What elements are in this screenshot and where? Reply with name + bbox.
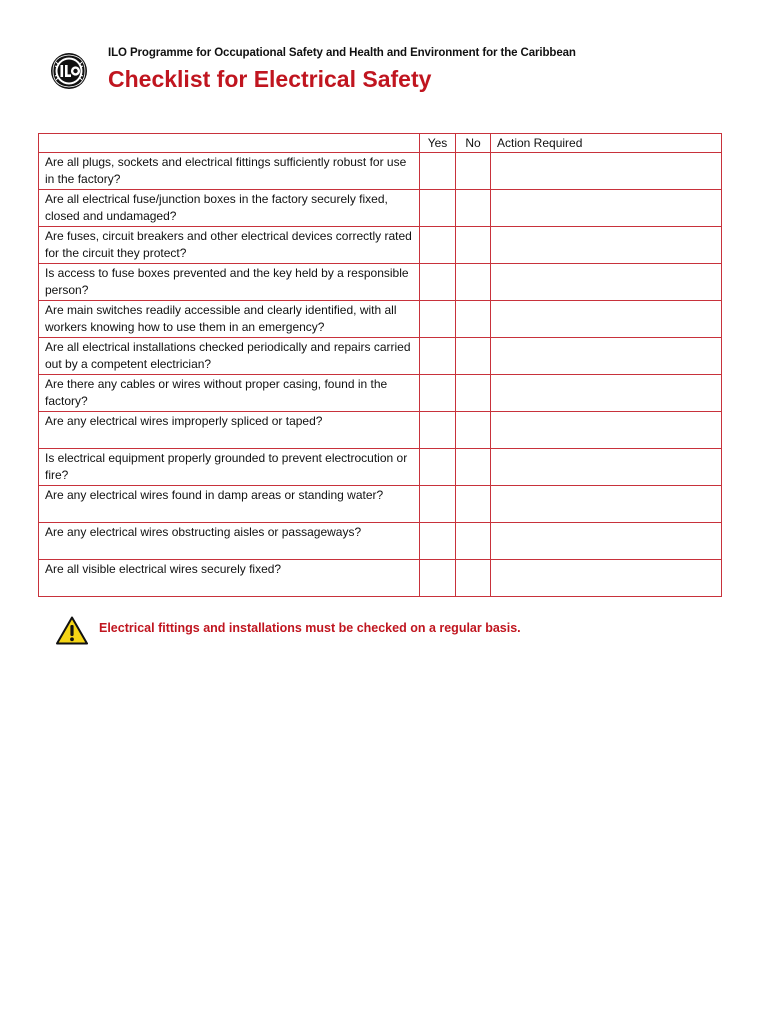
table-row: [39, 449, 722, 486]
action-required-cell[interactable]: [491, 375, 722, 412]
action-required-cell[interactable]: [491, 523, 722, 560]
action-required-cell[interactable]: [491, 338, 722, 375]
no-cell[interactable]: [456, 153, 491, 190]
no-cell[interactable]: [456, 264, 491, 301]
table-header-row: [39, 134, 722, 153]
safety-note: [56, 616, 756, 646]
no-cell[interactable]: [456, 449, 491, 486]
question-cell: Are any electrical wires obstructing aisles or passageways?: [39, 523, 420, 560]
action-required-cell[interactable]: [491, 449, 722, 486]
no-cell[interactable]: [456, 486, 491, 523]
checklist-table: [38, 133, 722, 597]
action-required-cell[interactable]: [491, 264, 722, 301]
question-cell: Are all visible electrical wires securely fixed?: [39, 560, 420, 597]
page-title: Checklist for Electrical Safety: [108, 66, 432, 92]
warning-icon: [56, 616, 88, 645]
no-cell[interactable]: [456, 523, 491, 560]
question-cell: Are all plugs, sockets and electrical fittings sufficiently robust for use in the factory?: [39, 153, 420, 190]
no-cell[interactable]: [456, 560, 491, 597]
no-cell[interactable]: [456, 190, 491, 227]
table-row: [39, 301, 722, 338]
yes-cell[interactable]: [420, 338, 456, 375]
question-cell: Is electrical equipment properly grounded to prevent electrocution or fire?: [39, 449, 420, 486]
question-cell: Are there any cables or wires without proper casing, found in the factory?: [39, 375, 420, 412]
column-header-action: Action Required: [491, 134, 722, 153]
no-cell[interactable]: [456, 375, 491, 412]
table-row: [39, 375, 722, 412]
yes-cell[interactable]: [420, 560, 456, 597]
table-row: [39, 338, 722, 375]
table-row: [39, 190, 722, 227]
table-row: [39, 486, 722, 523]
table-row: [39, 523, 722, 560]
question-cell: Are any electrical wires found in damp areas or standing water?: [39, 486, 420, 523]
no-cell[interactable]: [456, 227, 491, 264]
action-required-cell[interactable]: [491, 227, 722, 264]
action-required-cell[interactable]: [491, 190, 722, 227]
yes-cell[interactable]: [420, 264, 456, 301]
question-cell: Are main switches readily accessible and clearly identified, with all workers knowing how to use them in an emergency?: [39, 301, 420, 338]
column-header-yes: Yes: [420, 134, 456, 153]
no-cell[interactable]: [456, 412, 491, 449]
yes-cell[interactable]: [420, 227, 456, 264]
yes-cell[interactable]: [420, 523, 456, 560]
programme-name: ILO Programme for Occupational Safety and Health and Environment for the Caribbean: [108, 47, 576, 59]
yes-cell[interactable]: [420, 412, 456, 449]
document-header: [0, 0, 768, 110]
action-required-cell[interactable]: [491, 153, 722, 190]
question-cell: Is access to fuse boxes prevented and the key held by a responsible person?: [39, 264, 420, 301]
action-required-cell[interactable]: [491, 301, 722, 338]
yes-cell[interactable]: [420, 190, 456, 227]
table-row: [39, 227, 722, 264]
table-row: [39, 560, 722, 597]
column-header-no: No: [456, 134, 491, 153]
question-cell: Are all electrical installations checked periodically and repairs carried out by a competent electrician?: [39, 338, 420, 375]
table-row: [39, 264, 722, 301]
ilo-logo-icon: [50, 52, 88, 90]
no-cell[interactable]: [456, 301, 491, 338]
yes-cell[interactable]: [420, 375, 456, 412]
action-required-cell[interactable]: [491, 560, 722, 597]
question-cell: Are any electrical wires improperly spliced or taped?: [39, 412, 420, 449]
action-required-cell[interactable]: [491, 412, 722, 449]
yes-cell[interactable]: [420, 301, 456, 338]
yes-cell[interactable]: [420, 486, 456, 523]
no-cell[interactable]: [456, 338, 491, 375]
question-cell: Are fuses, circuit breakers and other electrical devices correctly rated for the circuit they protect?: [39, 227, 420, 264]
table-row: [39, 153, 722, 190]
yes-cell[interactable]: [420, 449, 456, 486]
question-cell: Are all electrical fuse/junction boxes in the factory securely fixed, closed and undamaged?: [39, 190, 420, 227]
column-header-question: [39, 134, 420, 153]
note-text: Electrical fittings and installations must be checked on a regular basis.: [99, 621, 521, 635]
action-required-cell[interactable]: [491, 486, 722, 523]
yes-cell[interactable]: [420, 153, 456, 190]
table-row: [39, 412, 722, 449]
